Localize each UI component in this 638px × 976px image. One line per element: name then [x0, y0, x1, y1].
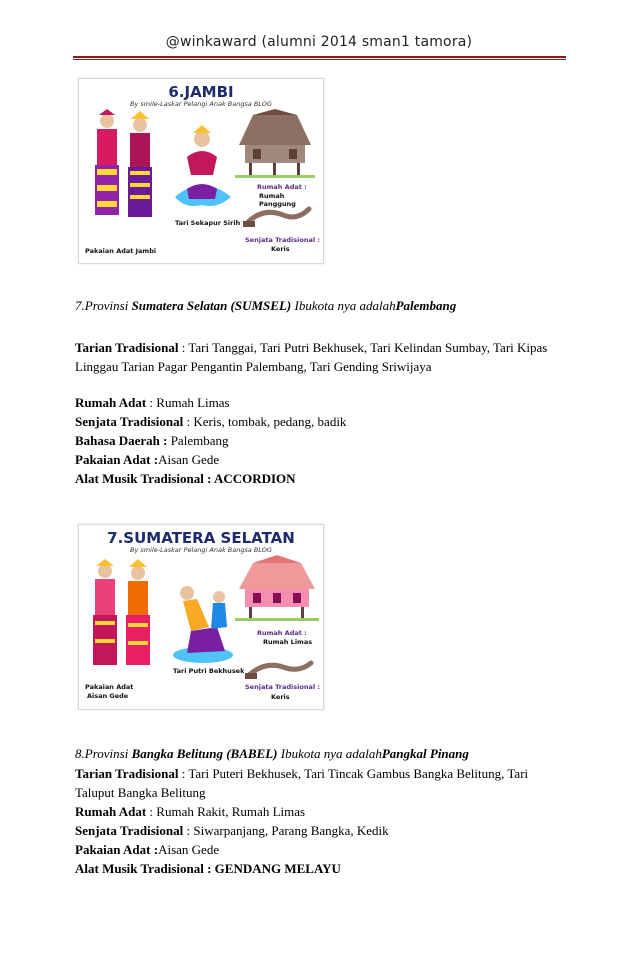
dancer-illustration — [167, 117, 237, 217]
figure-subtitle: By smile-Laskar Pelangi Anak Bangsa BLOG — [130, 100, 272, 108]
section8-music — [75, 859, 341, 878]
section7-weapon: Senjata Tradisional : Keris, tombak, pedang, badik — [75, 414, 347, 429]
weapon-caption-value: Keris — [271, 693, 290, 701]
section7-dance-line2: Linggau Tarian Pagar Pengantin Palembang, Tari Gending Sriwijaya — [75, 359, 432, 374]
clothing-caption: Pakaian Adat — [85, 683, 134, 691]
clothing-caption: Pakaian Adat Jambi — [85, 247, 157, 255]
header-rule-thin — [73, 59, 566, 60]
clothing-value: Aisan Gede — [158, 842, 220, 857]
figure-subtitle: By smile-Laskar Pelangi Anak Bangsa BLOG — [130, 546, 272, 554]
house-caption-label: Rumah Adat : — [257, 183, 307, 191]
section8-dance-line2: Taluput Bangka Belitung — [75, 785, 206, 800]
header-rule — [73, 56, 566, 58]
dance-caption: Tari Sekapur Sirih — [175, 219, 241, 227]
section8-dance-line1: Tarian Tradisional : Tari Puteri Bekhusek, Tari Tincak Gambus Bangka Belitung, Tari — [75, 766, 529, 781]
intro-mid: Ibukota nya adalah — [291, 298, 396, 313]
sumatera-selatan-illustration — [78, 524, 324, 710]
province-name: Bangka Belitung (BABEL) — [131, 746, 278, 761]
dance-label: Tarian Tradisional — [75, 340, 179, 355]
traditional-clothing-illustration — [85, 109, 175, 239]
figure-title: 7.SUMATERA SELATAN — [107, 529, 295, 547]
intro-mid: Ibukota nya adalah — [277, 746, 382, 761]
section7-dance-line1: Tarian Tradisional : Tari Tanggai, Tari Putri Bekhusek, Tari Kelindan Sumbay, Tari Kipas — [75, 340, 548, 355]
weapon-caption-label: Senjata Tradisional : — [245, 683, 320, 691]
section8-house: Rumah Adat : Rumah Rakit, Rumah Limas — [75, 804, 306, 819]
house-caption-label: Rumah Adat : — [257, 629, 307, 637]
capital-name: Palembang — [395, 298, 457, 313]
clothing-value: Aisan Gede — [158, 452, 220, 467]
section7-clothing — [75, 450, 219, 469]
house-caption-value: Rumah Limas — [263, 638, 313, 646]
section8-clothing — [75, 840, 219, 859]
figure-title: 6.JAMBI — [168, 83, 234, 101]
page-header: @winkaward (alumni 2014 sman1 tamora) — [165, 34, 473, 50]
clothing-label: Pakaian Adat : — [75, 452, 159, 467]
section8-intro — [75, 744, 469, 763]
house-label: Rumah Adat — [75, 395, 147, 410]
music-label: Alat Musik Tradisional : GENDANG MELAYU — [75, 861, 341, 876]
traditional-clothing-illustration — [83, 559, 173, 689]
language-value: Palembang — [167, 433, 229, 448]
house-value: Rumah Rakit, Rumah Limas — [156, 804, 306, 819]
intro-prefix: 8.Provinsi — [75, 746, 132, 761]
weapon-caption-label: Senjata Tradisional : — [245, 236, 320, 244]
house-caption-value: Rumah Panggung — [259, 192, 296, 208]
music-label: Alat Musik Tradisional : ACCORDION — [75, 471, 296, 486]
section8-weapon: Senjata Tradisional : Siwarpanjang, Parang Bangka, Kedik — [75, 823, 389, 838]
dance-caption: Tari Putri Bekhusek — [173, 667, 245, 675]
weapon-illustration — [243, 203, 313, 233]
dance-value: Tari Puteri Bekhusek, Tari Tincak Gambus Bangka Belitung, Tari — [188, 766, 529, 781]
dance-label: Tarian Tradisional — [75, 766, 179, 781]
jambi-illustration — [78, 78, 324, 264]
capital-name: Pangkal Pinang — [381, 746, 469, 761]
weapon-label: Senjata Tradisional — [75, 823, 184, 838]
section7-house: Rumah Adat : Rumah Limas — [75, 395, 230, 410]
traditional-house-illustration — [233, 109, 317, 179]
weapon-value: Keris, tombak, pedang, badik — [193, 414, 347, 429]
dancer-illustration — [167, 571, 237, 667]
house-label: Rumah Adat — [75, 804, 147, 819]
language-label: Bahasa Daerah : — [75, 433, 168, 448]
weapon-label: Senjata Tradisional — [75, 414, 184, 429]
weapon-value: Siwarpanjang, Parang Bangka, Kedik — [193, 823, 389, 838]
weapon-caption-value: Keris — [271, 245, 290, 253]
traditional-house-illustration — [235, 555, 319, 623]
province-name: Sumatera Selatan (SUMSEL) — [131, 298, 292, 313]
clothing-caption-2: Aisan Gede — [87, 692, 129, 700]
clothing-label: Pakaian Adat : — [75, 842, 159, 857]
section7-language — [75, 431, 228, 450]
dance-value: Tari Tanggai, Tari Putri Bekhusek, Tari Kelindan Sumbay, Tari Kipas — [188, 340, 548, 355]
section7-intro — [75, 296, 456, 315]
weapon-illustration — [245, 655, 315, 685]
house-value: Rumah Limas — [156, 395, 230, 410]
intro-prefix: 7.Provinsi — [75, 298, 132, 313]
section7-music — [75, 469, 296, 488]
